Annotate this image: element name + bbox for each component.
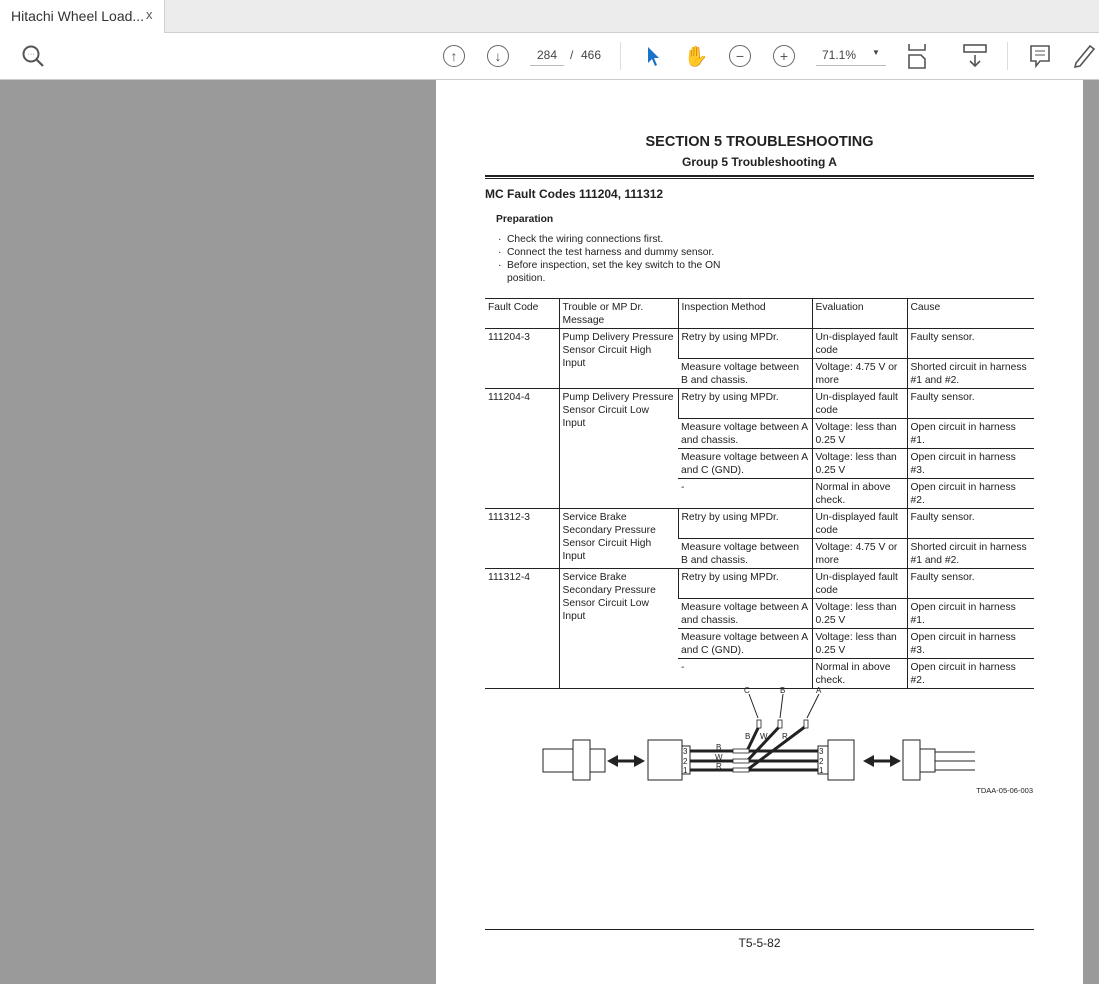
list-item-text: Before inspection, set the key switch to the ON position. xyxy=(507,260,721,284)
evaluation-cell: Un-displayed fault code xyxy=(812,509,907,539)
inspection-cell: Retry by using MPDr. xyxy=(678,509,812,539)
column-header: Fault Code xyxy=(485,299,559,329)
pin-label: 1 xyxy=(683,766,688,775)
evaluation-cell: Voltage: less than 0.25 V xyxy=(812,419,907,449)
figure-id: TDAA-05-06-003 xyxy=(976,786,1033,795)
page-fit-icon[interactable] xyxy=(906,43,932,69)
fault-code-cell: 111312-3 xyxy=(485,509,559,569)
inspection-cell: Measure voltage between B and chassis. xyxy=(678,359,812,389)
fault-code-cell: 111204-3 xyxy=(485,329,559,389)
table-row xyxy=(485,569,1034,599)
table-row xyxy=(485,389,1034,419)
pin-label: 2 xyxy=(683,757,688,766)
pin-label: 3 xyxy=(683,747,688,756)
inspection-cell: Measure voltage between A and C (GND). xyxy=(678,629,812,659)
cause-cell: Shorted circuit in harness #1 and #2. xyxy=(907,359,1034,389)
inspection-cell: Retry by using MPDr. xyxy=(678,329,812,359)
cause-cell: Open circuit in harness #3. xyxy=(907,629,1034,659)
zoom-value: 71.1% xyxy=(822,48,857,62)
cause-cell: Open circuit in harness #2. xyxy=(907,479,1034,509)
column-header: Evaluation xyxy=(812,299,907,329)
wire-label: R xyxy=(782,732,788,741)
pin-label: 1 xyxy=(819,766,824,775)
cause-cell: Open circuit in harness #1. xyxy=(907,599,1034,629)
fault-code-table xyxy=(485,298,1034,689)
wire-label: W xyxy=(715,753,723,762)
probe-label: C xyxy=(744,686,750,695)
wire-label: B xyxy=(716,743,722,752)
list-item-text: Connect the test harness and dummy sensor. xyxy=(507,247,715,258)
preparation-list xyxy=(496,233,736,285)
divider xyxy=(1007,42,1008,70)
cause-cell: Faulty sensor. xyxy=(907,389,1034,419)
list-item: · Before inspection, set the key switch to the ON position. xyxy=(498,260,721,284)
scroll-mode-icon[interactable] xyxy=(962,43,988,69)
cause-cell: Open circuit in harness #2. xyxy=(907,659,1034,689)
fault-code-cell: 111312-4 xyxy=(485,569,559,689)
inspection-cell: Measure voltage between A and chassis. xyxy=(678,419,812,449)
table-row xyxy=(485,509,1034,539)
message-cell: Pump Delivery Pressure Sensor Circuit High Input xyxy=(559,329,678,389)
probe-label: B xyxy=(780,686,786,695)
group-title: Group 5 Troubleshooting A xyxy=(682,155,837,169)
pin-label: 2 xyxy=(819,757,824,766)
divider xyxy=(485,929,1034,930)
close-tab-icon[interactable]: x xyxy=(146,7,153,22)
cause-cell: Open circuit in harness #3. xyxy=(907,449,1034,479)
probe-label: A xyxy=(816,686,822,695)
inspection-cell: Retry by using MPDr. xyxy=(678,389,812,419)
svg-text:···: ··· xyxy=(27,51,35,58)
column-header: Inspection Method xyxy=(678,299,812,329)
wire-label: B xyxy=(745,732,751,741)
column-header: Cause xyxy=(907,299,1034,329)
page-separator: / xyxy=(570,48,574,62)
list-item: · Connect the test harness and dummy sensor. xyxy=(498,247,715,258)
select-cursor-icon[interactable] xyxy=(640,43,666,69)
message-cell: Service Brake Secondary Pressure Sensor Circuit High Input xyxy=(559,509,678,569)
divider xyxy=(485,175,1034,177)
evaluation-cell: Normal in above check. xyxy=(812,479,907,509)
divider xyxy=(620,42,621,70)
inspection-cell: - xyxy=(678,659,812,689)
wiring-diagram xyxy=(530,680,990,800)
tab-bar xyxy=(0,0,1099,33)
chevron-down-icon: ▼ xyxy=(872,48,880,57)
divider xyxy=(485,178,1034,179)
pdf-page xyxy=(436,80,1083,984)
inspection-cell: Measure voltage between B and chassis. xyxy=(678,539,812,569)
evaluation-cell: Un-displayed fault code xyxy=(812,389,907,419)
list-item: · Check the wiring connections first. xyxy=(498,234,664,245)
evaluation-cell: Un-displayed fault code xyxy=(812,329,907,359)
cause-cell: Shorted circuit in harness #1 and #2. xyxy=(907,539,1034,569)
previous-page-icon[interactable]: ↑ xyxy=(443,45,465,67)
section-title: SECTION 5 TROUBLESHOOTING xyxy=(645,134,874,150)
fault-code-cell: 111204-4 xyxy=(485,389,559,509)
cause-cell: Faulty sensor. xyxy=(907,509,1034,539)
wire-label: W xyxy=(760,732,768,741)
page-footer: T5-5-82 xyxy=(738,936,781,950)
cause-cell: Open circuit in harness #1. xyxy=(907,419,1034,449)
inspection-cell: Measure voltage between A and chassis. xyxy=(678,599,812,629)
table-row xyxy=(485,329,1034,359)
message-cell: Pump Delivery Pressure Sensor Circuit Low Input xyxy=(559,389,678,509)
wire-label: R xyxy=(716,762,722,771)
zoom-in-icon[interactable]: + xyxy=(773,45,795,67)
fault-codes-heading: MC Fault Codes 111204, 111312 xyxy=(485,187,664,201)
highlight-pen-icon[interactable] xyxy=(1071,43,1097,69)
evaluation-cell: Voltage: 4.75 V or more xyxy=(812,539,907,569)
comment-icon[interactable] xyxy=(1027,43,1053,69)
evaluation-cell: Voltage: less than 0.25 V xyxy=(812,599,907,629)
evaluation-cell: Un-displayed fault code xyxy=(812,569,907,599)
inspection-cell: Retry by using MPDr. xyxy=(678,569,812,599)
zoom-select[interactable] xyxy=(816,48,886,66)
evaluation-cell: Normal in above check. xyxy=(812,659,907,689)
preparation-title: Preparation xyxy=(496,214,554,225)
inspection-cell: - xyxy=(678,479,812,509)
hand-tool-icon[interactable]: ✋ xyxy=(683,45,709,68)
tab-title: Hitachi Wheel Load... xyxy=(11,8,145,24)
toolbar xyxy=(0,33,1099,80)
cause-cell: Faulty sensor. xyxy=(907,569,1034,599)
evaluation-cell: Voltage: 4.75 V or more xyxy=(812,359,907,389)
table-header xyxy=(485,299,1034,329)
cause-cell: Faulty sensor. xyxy=(907,329,1034,359)
evaluation-cell: Voltage: less than 0.25 V xyxy=(812,629,907,659)
column-header: Trouble or MP Dr. Message xyxy=(559,299,678,329)
message-cell: Service Brake Secondary Pressure Sensor Circuit Low Input xyxy=(559,569,678,689)
document-tab[interactable] xyxy=(0,0,165,33)
zoom-out-icon[interactable]: − xyxy=(729,45,751,67)
evaluation-cell: Voltage: less than 0.25 V xyxy=(812,449,907,479)
next-page-icon[interactable]: ↓ xyxy=(487,45,509,67)
pin-label: 3 xyxy=(819,747,824,756)
list-item-text: Check the wiring connections first. xyxy=(507,234,664,245)
page-total: 466 xyxy=(581,48,602,62)
page-number-input[interactable]: 284 xyxy=(530,48,564,66)
inspection-cell: Measure voltage between A and C (GND). xyxy=(678,449,812,479)
search-icon[interactable] xyxy=(20,43,46,69)
